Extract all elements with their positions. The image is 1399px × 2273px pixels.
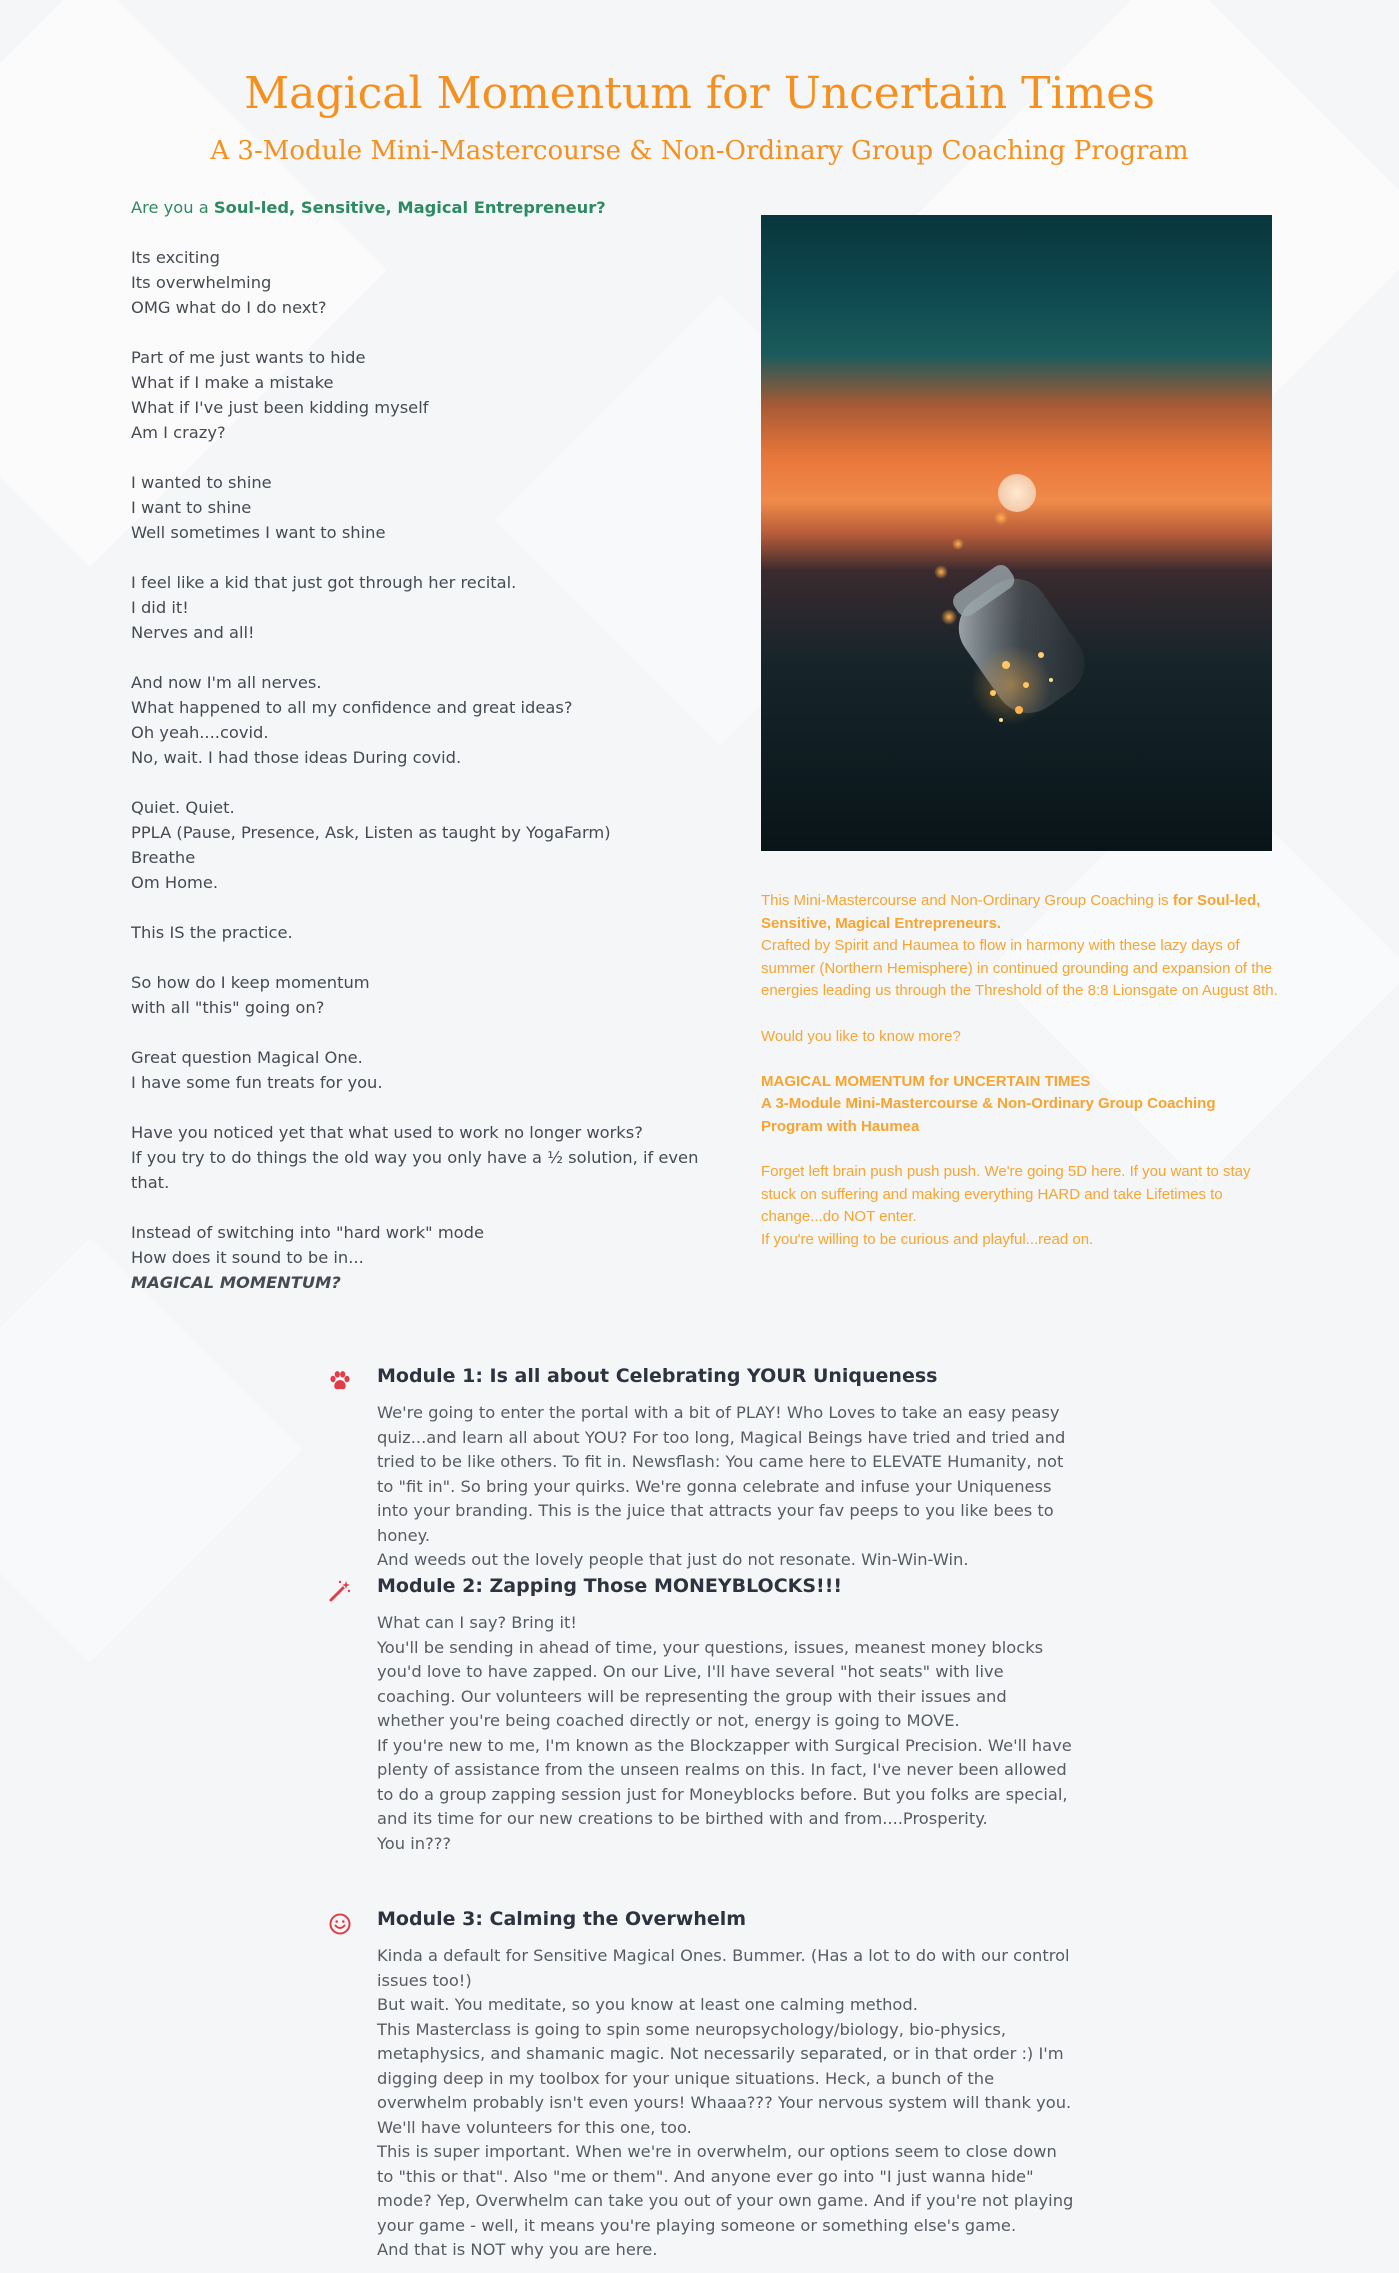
hero-photo <box>761 215 1272 851</box>
module-line: Kinda a default for Sensitive Magical Ones. Bummer. (Has a lot to do with our control issues too!) <box>377 1946 1070 1990</box>
description-paragraph-4 <box>761 1161 1281 1251</box>
poem-line: with all "this" going on? <box>131 998 325 1017</box>
module-title: Module 2: Zapping Those MONEYBLOCKS!!! <box>377 1575 843 1597</box>
poem-stanza <box>131 920 701 945</box>
poem-line: I did it! <box>131 598 189 617</box>
page-title: Magical Momentum for Uncertain Times <box>244 68 1155 119</box>
module-body <box>377 1401 1077 1573</box>
module-title: Module 3: Calming the Overwhelm <box>377 1908 747 1930</box>
poem-line: Great question Magical One. <box>131 1048 363 1067</box>
poem-line: Breathe <box>131 848 196 867</box>
module-body <box>377 1611 1077 1856</box>
poem-line: I feel like a kid that just got through her recital. <box>131 573 517 592</box>
closing-emphasis: MAGICAL MOMENTUM? <box>131 1273 341 1292</box>
poem-line: Have you noticed yet that what used to work no longer works? <box>131 1123 643 1142</box>
poem-stanza <box>131 1120 701 1195</box>
module-title: Module 1: Is all about Celebrating YOUR Uniqueness <box>377 1365 938 1387</box>
poem-line: No, wait. I had those ideas During covid. <box>131 748 462 767</box>
poem-line: This IS the practice. <box>131 923 293 942</box>
poem-line: Instead of switching into "hard work" mode <box>131 1223 484 1242</box>
description-bold: for Soul-led, Sensitive, Magical Entrepreneurs. <box>761 892 1261 932</box>
module-line: You'll be sending in ahead of time, your questions, issues, meanest money blocks you'd love to have zapped. On our Live, I'll have several "hot seats" with live coaching. Our volunteers will be representing the group with their issues and whether you're being coached directly or not, energy is going to MOVE. <box>377 1637 1044 1730</box>
description-paragraph-2: Would you like to know more? <box>761 1027 961 1045</box>
magic-wand-icon <box>328 1579 352 1603</box>
module-line: If you're new to me, I'm known as the Blockzapper with Surgical Precision. We'll have plenty of assistance from the unseen realms on this. In fact, I've never been allowed to do a group zapping session just for Moneyblocks before. But you folks are special, and its time for our new creations to be birthed with and from....Prosperity. <box>377 1735 1072 1828</box>
background-diamond <box>0 1238 302 1662</box>
paw-icon <box>328 1369 352 1393</box>
poem-stanza <box>131 1045 701 1095</box>
sunset-jar-image <box>761 215 1272 851</box>
poem-line: Oh yeah....covid. <box>131 723 269 742</box>
description-invite: If you're willing to be curious and playful...read on. <box>761 1230 1094 1248</box>
description-prefix: This Mini-Mastercourse and Non-Ordinary Group Coaching is <box>761 892 1173 909</box>
module-line: But wait. You meditate, so you know at least one calming method. <box>377 1995 918 2014</box>
smiley-icon <box>328 1912 352 1936</box>
poem-line: Am I crazy? <box>131 423 226 442</box>
module-line: And that is NOT why you are here. <box>377 2240 658 2259</box>
program-description <box>761 890 1281 1274</box>
poem-line: Well sometimes I want to shine <box>131 523 386 542</box>
poem-line: I wanted to shine <box>131 473 272 492</box>
poem-line: So how do I keep momentum <box>131 973 370 992</box>
intro-bold: Soul-led, Sensitive, Magical Entrepreneur? <box>213 198 606 217</box>
module-line: And weeds out the lovely people that just do not resonate. Win-Win-Win. <box>377 1550 969 1569</box>
module-line: What can I say? Bring it! <box>377 1613 577 1632</box>
poem-stanza <box>131 245 701 320</box>
description-paragraph-1 <box>761 890 1281 1003</box>
poem-line: What if I make a mistake <box>131 373 334 392</box>
description-rest: Crafted by Spirit and Haumea to flow in harmony with these lazy days of summer (Northern Hemisphere) in continued grounding and expansion of the energies leading us through the Threshold of the 8:8 Lionsgate on August 8th. <box>761 937 1278 1000</box>
poem-line: Nerves and all! <box>131 623 255 642</box>
module-line: We're going to enter the portal with a bit of PLAY! Who Loves to take an easy peasy quiz...and learn all about YOU? For too long, Magical Beings have tried and tried and tried to be like others. To fit in. Newsflash: You came here to ELEVATE Humanity, not to "fit in". So bring your quirks. We're gonna celebrate and infuse your Uniqueness into your branding. This is the juice that attracts your fav peeps to you like bees to honey. <box>377 1403 1066 1545</box>
program-tagline: A 3-Module Mini-Mastercourse & Non-Ordinary Group Coaching Program with Haumea <box>761 1095 1216 1135</box>
poem-stanza <box>131 1220 701 1270</box>
intro-question <box>131 195 701 220</box>
poem-line: Om Home. <box>131 873 219 892</box>
poem-stanza <box>131 795 701 895</box>
poem-stanza <box>131 345 701 445</box>
poem-stanza <box>131 670 701 770</box>
poem-line: Its exciting <box>131 248 220 267</box>
poem-stanza <box>131 570 701 645</box>
module-line: This is super important. When we're in overwhelm, our options seem to close down to "this or that". Also "me or them". And anyone ever go into "I just wanna hide" mode? Yep, Overwhelm can take you out of your own game. And if you're not playing your game - well, it means you're playing someone or something else's game. <box>377 2142 1074 2235</box>
page-subtitle: A 3-Module Mini-Mastercourse & Non-Ordinary Group Coaching Program <box>210 136 1189 166</box>
poem-stanza <box>131 970 701 1020</box>
description-warning: Forget left brain push push push. We're going 5D here. If you want to stay stuck on suffering and making everything HARD and take Lifetimes to change...do NOT enter. <box>761 1163 1251 1226</box>
module-line: You in??? <box>377 1833 452 1853</box>
poem-line: I want to shine <box>131 498 252 517</box>
poem-column <box>131 195 701 1295</box>
program-name: MAGICAL MOMENTUM for UNCERTAIN TIMES <box>761 1072 1091 1090</box>
module-body <box>377 1944 1077 2263</box>
poem-line: If you try to do things the old way you only have a ½ solution, if even that. <box>131 1148 699 1192</box>
poem-line: And now I'm all nerves. <box>131 673 322 692</box>
poem-line: How does it sound to be in... <box>131 1248 364 1267</box>
poem-line: I have some fun treats for you. <box>131 1073 383 1092</box>
poem-line: Quiet. Quiet. <box>131 798 235 817</box>
intro-prefix: Are you a <box>131 198 214 217</box>
poem-stanzas <box>131 245 701 1270</box>
poem-stanza <box>131 470 701 545</box>
module-line: This Masterclass is going to spin some neuropsychology/biology, bio-physics, metaphysics, and shamanic magic. Not necessarily separated, or in that order :) I'm digging deep in my toolbox for your unique situations. Heck, a bunch of the overwhelm probably isn't even yours! Whaaa??? Your nervous system will thank you. We'll have volunteers for this one, too. <box>377 2019 1072 2137</box>
poem-line: What happened to all my confidence and great ideas? <box>131 698 573 717</box>
poem-line: Part of me just wants to hide <box>131 348 366 367</box>
poem-line: What if I've just been kidding myself <box>131 398 429 417</box>
poem-line: Its overwhelming <box>131 273 272 292</box>
poem-line: OMG what do I do next? <box>131 298 327 317</box>
poem-line: PPLA (Pause, Presence, Ask, Listen as taught by YogaFarm) <box>131 823 611 842</box>
description-paragraph-3 <box>761 1071 1281 1139</box>
